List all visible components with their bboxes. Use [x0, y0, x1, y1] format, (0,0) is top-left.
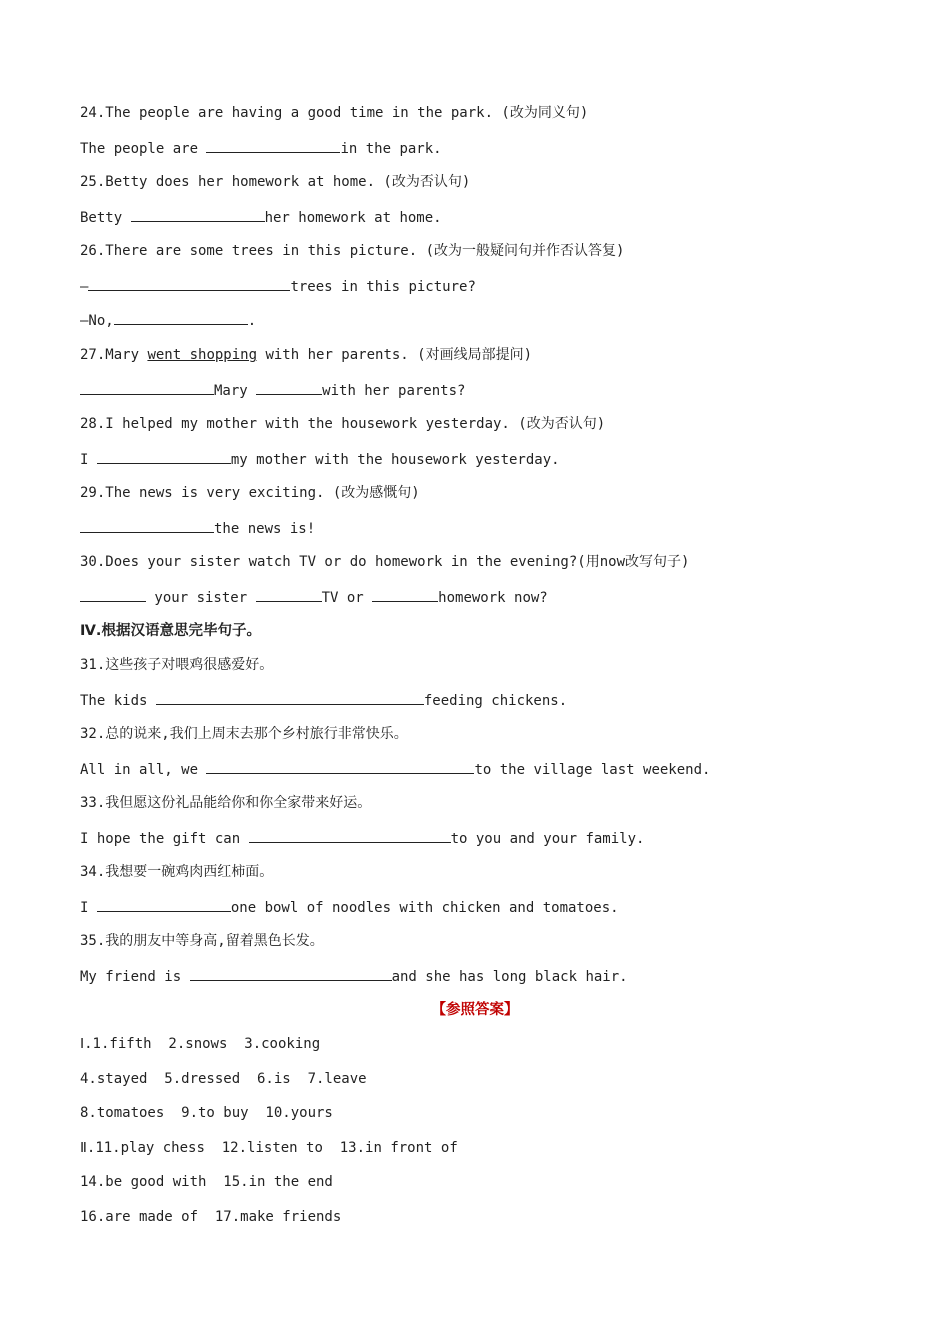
section-4-heading: Ⅳ.根据汉语意思完毕句子。: [80, 623, 261, 639]
question-24-answer-line: [80, 138, 442, 159]
q31-text-b: feeding chickens.: [423, 693, 568, 709]
q30-text-c: homework now?: [438, 590, 548, 606]
q26-text-c: —No,: [80, 313, 114, 329]
question-30-prompt: 30.Does your sister watch TV or do homework in the evening?(用now改写句子): [80, 554, 690, 570]
question-31-answer-line: [80, 690, 567, 711]
question-27-answer-line: [80, 380, 465, 401]
q29-blank[interactable]: [80, 518, 214, 533]
q27-blank-1[interactable]: [80, 380, 214, 395]
q32-blank[interactable]: [206, 759, 474, 774]
q33-text-a: I hope the gift can: [80, 831, 249, 847]
answer-line: Ⅱ.11.play chess 12.listen to 13.in front of: [80, 1140, 458, 1156]
question-25-answer-line: [80, 207, 442, 228]
q28-text-b: my mother with the housework yesterday.: [230, 452, 560, 468]
q26-blank-2[interactable]: [114, 310, 248, 325]
question-26-prompt: 26.There are some trees in this picture. (改为一般疑问句并作否认答复): [80, 243, 625, 259]
q27-blank-2[interactable]: [256, 380, 322, 395]
question-31-chinese: 31.这些孩子对喂鸡很感爱好。: [80, 657, 274, 673]
q24-text-a: The people are: [80, 141, 207, 157]
answer-line: 4.stayed 5.dressed 6.is 7.leave: [80, 1071, 367, 1087]
question-34-chinese: 34.我想要一碗鸡肉西红柿面。: [80, 864, 274, 880]
question-33-answer-line: [80, 828, 644, 849]
q30-text-b: TV or: [321, 590, 373, 606]
q34-blank[interactable]: [97, 897, 231, 912]
q32-text-b: to the village last weekend.: [474, 762, 711, 778]
answer-line: 8.tomatoes 9.to buy 10.yours: [80, 1105, 333, 1121]
q35-text-b: and she has long black hair.: [391, 969, 628, 985]
q25-text-a: Betty: [80, 210, 131, 226]
q29-text-b: the news is!: [214, 521, 316, 537]
question-26-answer-line-2: [80, 310, 256, 331]
q34-text-a: I: [80, 900, 97, 916]
question-29-prompt: 29.The news is very exciting. (改为感慨句): [80, 485, 420, 501]
question-35-answer-line: [80, 966, 628, 987]
question-34-answer-line: [80, 897, 619, 918]
q28-text-a: I: [80, 452, 97, 468]
q31-blank[interactable]: [156, 690, 424, 705]
q33-blank[interactable]: [249, 828, 451, 843]
q27-prompt-b: with her parents. (对画线局部提问): [257, 347, 533, 363]
question-33-chinese: 33.我但愿这份礼品能给你和你全家带来好运。: [80, 795, 372, 811]
question-26-answer-line-1: [80, 276, 476, 297]
q27-text-b: with her parents?: [322, 383, 466, 399]
q31-text-a: The kids: [80, 693, 156, 709]
q30-text-a: your sister: [146, 590, 256, 606]
question-28-answer-line: [80, 449, 560, 470]
answer-key-title: 【参照答案】: [431, 1002, 519, 1018]
q35-text-a: My friend is: [80, 969, 190, 985]
question-24-prompt: 24.The people are having a good time in the park. (改为同义句): [80, 105, 589, 121]
q26-blank-1[interactable]: [88, 276, 290, 291]
q30-blank-2[interactable]: [256, 587, 322, 602]
q30-blank-3[interactable]: [372, 587, 438, 602]
question-32-answer-line: [80, 759, 710, 780]
question-30-answer-line: [80, 587, 548, 608]
q26-text-d: .: [247, 313, 257, 329]
q33-text-b: to you and your family.: [450, 831, 645, 847]
question-35-chinese: 35.我的朋友中等身高,留着黑色长发。: [80, 933, 324, 949]
q25-text-b: her homework at home.: [264, 210, 442, 226]
q34-text-b: one bowl of noodles with chicken and tomatoes.: [230, 900, 619, 916]
q30-blank-1[interactable]: [80, 587, 146, 602]
question-27-prompt: [80, 345, 532, 365]
q35-blank[interactable]: [190, 966, 392, 981]
q26-text-a: —: [80, 279, 89, 295]
question-25-prompt: 25.Betty does her homework at home. (改为否认句): [80, 174, 471, 190]
q26-text-b: trees in this picture?: [290, 279, 476, 295]
q25-blank[interactable]: [131, 207, 265, 222]
q32-text-a: All in all, we: [80, 762, 207, 778]
q24-text-b: in the park.: [340, 141, 442, 157]
q28-blank[interactable]: [97, 449, 231, 464]
q24-blank[interactable]: [206, 138, 340, 153]
q27-text-a: Mary: [214, 383, 257, 399]
question-32-chinese: 32.总的说来,我们上周末去那个乡村旅行非常快乐。: [80, 726, 408, 742]
answer-line: 16.are made of 17.make friends: [80, 1209, 342, 1225]
q27-prompt-a: 27.Mary: [80, 347, 148, 363]
answer-line: 14.be good with 15.in the end: [80, 1174, 333, 1190]
question-29-answer-line: [80, 518, 315, 539]
q27-underlined-phrase: went shopping: [147, 347, 258, 363]
question-28-prompt: 28.I helped my mother with the housework yesterday. (改为否认句): [80, 416, 606, 432]
answer-line: Ⅰ.1.fifth 2.snows 3.cooking: [80, 1036, 321, 1052]
